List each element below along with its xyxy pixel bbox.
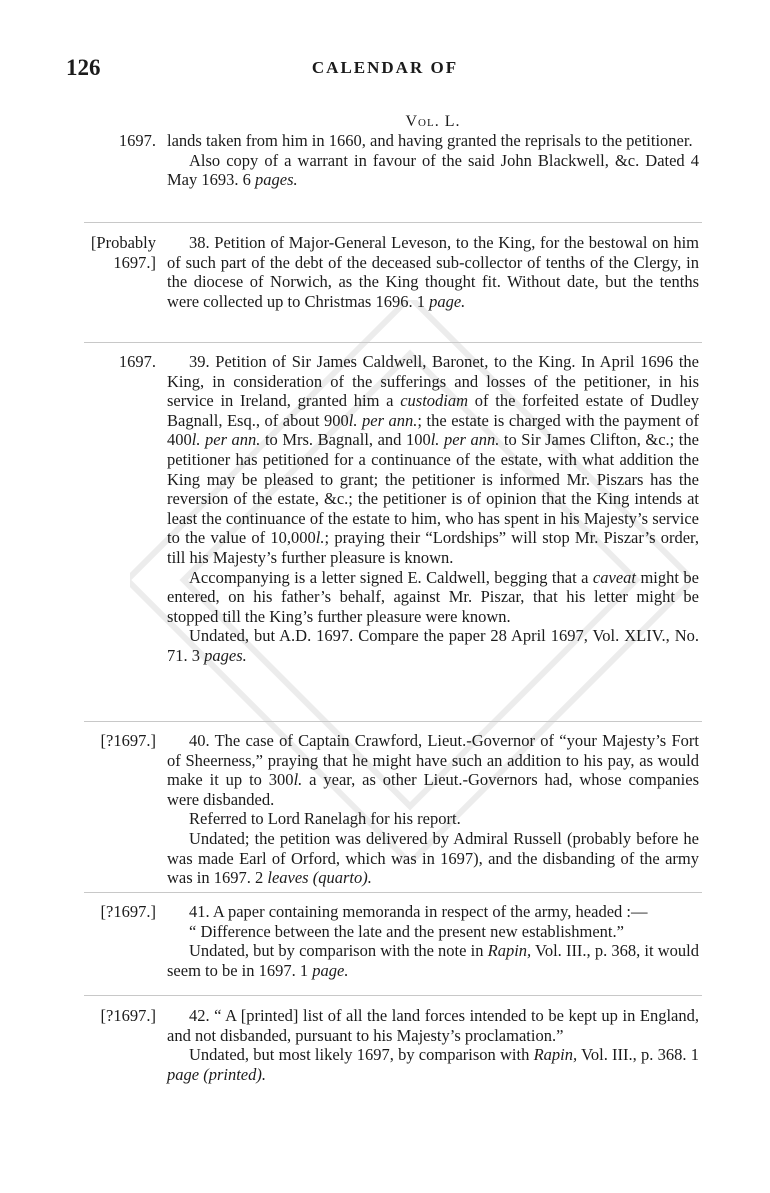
text-run: to Sir James Clifton, &c.; the petitioner has petitioned for a continuance of the estate, with what addition the King may be pleased to grant; the petitioner is informed Mr. Piszars has the reversion of the estate, &c.; the petitioner is of opinion that the King intends at least the continuance of the estate to him, who has spent in his Majesty’s service to the value of 10,000 [167,430,699,548]
text-run: ; praying their “Lordships” will stop Mr. Piszar’s order, till his Majesty’s further pleasure is known. [167,528,699,567]
entry-divider [84,995,702,996]
entry-body [167,352,699,666]
entry-paragraph [167,941,699,980]
entry-body [167,233,699,311]
text-run: Undated, but most likely 1697, by comparison with [189,1045,534,1065]
entry-paragraph [167,902,699,922]
text-run: “ Difference between the late and the present new establishment.” [189,921,624,941]
text-run: Vol. III., p. 368. 1 [577,1045,699,1065]
italic-text: l. [315,528,325,548]
text-run: 42. “ A [printed] list of all the land forces intended to be kept up in England, and not disbanded, pursuant to his Majesty’s proclamation.” [167,1006,699,1045]
entry-paragraph [167,131,699,151]
entry-paragraph [167,1006,699,1045]
text-run: of the forfeited estate of Dudley Bagnall, Esq., of about 900 [167,391,699,430]
italic-text: l. per ann. [191,430,261,450]
entry-date: 1697. [118,131,156,150]
entry-paragraph [167,1045,699,1084]
entry-body [167,131,699,190]
entry-paragraph [167,731,699,809]
italic-text: custodiam [400,391,469,411]
text-run: 40. The case of Captain Crawford, Lieut.-Governor of “your Majesty’s Fort of Sheerness,” praying that he might have such an addition to his pay, as would make it up to 300 [167,731,699,790]
text-run: Vol. III., p. 368, it would seem to be in 1697. 1 [167,941,699,980]
italic-text: pages. [255,170,298,190]
text-run: Undated, but by comparison with the note in [189,941,488,961]
text-run: Also copy of a warrant in favour of the said John Blackwell, &c. Dated 4 May 1693. 6 [167,150,699,190]
entry-paragraph [167,151,699,190]
entry-date: [Probably 1697.] [90,233,156,272]
page-header [0,55,770,85]
italic-text: l. [293,770,303,790]
text-run: 41. A paper containing memoranda in respect of the army, headed :— [189,902,648,921]
italic-text: page. [429,291,466,311]
entry-divider [84,892,702,893]
italic-text: Rapin, [487,941,532,961]
italic-text: Rapin, [533,1045,578,1065]
entry-body [167,1006,699,1084]
entry-paragraph [167,233,699,311]
entry-paragraph [167,568,699,627]
text-run: might be entered, on his father’s behalf, against Mr. Piszar, that his letter might be stopped till the King’s further pleasure were known. [167,567,699,626]
page-number: 126 [66,55,101,80]
italic-text: pages. [204,645,247,665]
volume-heading: Vol. L. [405,113,461,130]
italic-text: page. [312,960,349,980]
text-run: 38. Petition of Major-General Leveson, to the King, for the bestowal on him of such part of the debt of the deceased sub-collector of tenths of the Clergy, in the diocese of Norwich, as the King thought fit. Without date, but the tenths were collected up to Christmas 1696. 1 [167,233,699,311]
entry-paragraph [167,829,699,888]
entry-divider [84,342,702,343]
entry-date: [?1697.] [100,902,156,921]
text-run: to Mrs. Bagnall, and 100 [260,430,431,450]
running-title: CALENDAR OF [311,58,459,77]
text-run: Undated; the petition was delivered by Admiral Russell (probably before he was made Earl of Orford, which was in 1697), and the disbanding of the army was in 1697. 2 [167,828,699,888]
entry-body [167,731,699,888]
italic-text: l. per ann. [348,410,418,430]
entry-paragraph [167,809,699,829]
italic-text: l. per ann. [430,430,500,450]
text-run: ; the estate is charged with the payment of 400 [167,410,699,450]
italic-text: caveat [592,567,636,587]
entry-date: [?1697.] [100,731,156,750]
entry-paragraph [167,922,699,942]
text-run: Referred to Lord Ranelagh for his report. [189,809,461,829]
italic-text: page (printed). [167,1064,266,1084]
entry-divider [84,721,702,722]
text-run: 39. Petition of Sir James Caldwell, Baronet, to the King. In April 1696 the King, in consideration of the sufferings and losses of the petitioner, in his service in Ireland, granted him a [167,352,699,411]
entry-paragraph [167,626,699,665]
text-run: Accompanying is a letter signed E. Caldwell, begging that a [189,567,593,587]
entry-date: [?1697.] [100,1006,156,1025]
text-run: lands taken from him in 1660, and having granted the reprisals to the petitioner. [167,131,693,150]
text-run: Undated, but A.D. 1697. Compare the paper 28 April 1697, Vol. XLIV., No. 71. 3 [167,626,699,665]
entry-paragraph [167,352,699,568]
text-run: a year, as other Lieut.-Governors had, whose companies were disbanded. [167,770,700,809]
entry-date: 1697. [118,352,156,371]
entry-divider [84,222,702,223]
italic-text: leaves (quarto). [267,868,372,888]
entry-body [167,902,699,980]
